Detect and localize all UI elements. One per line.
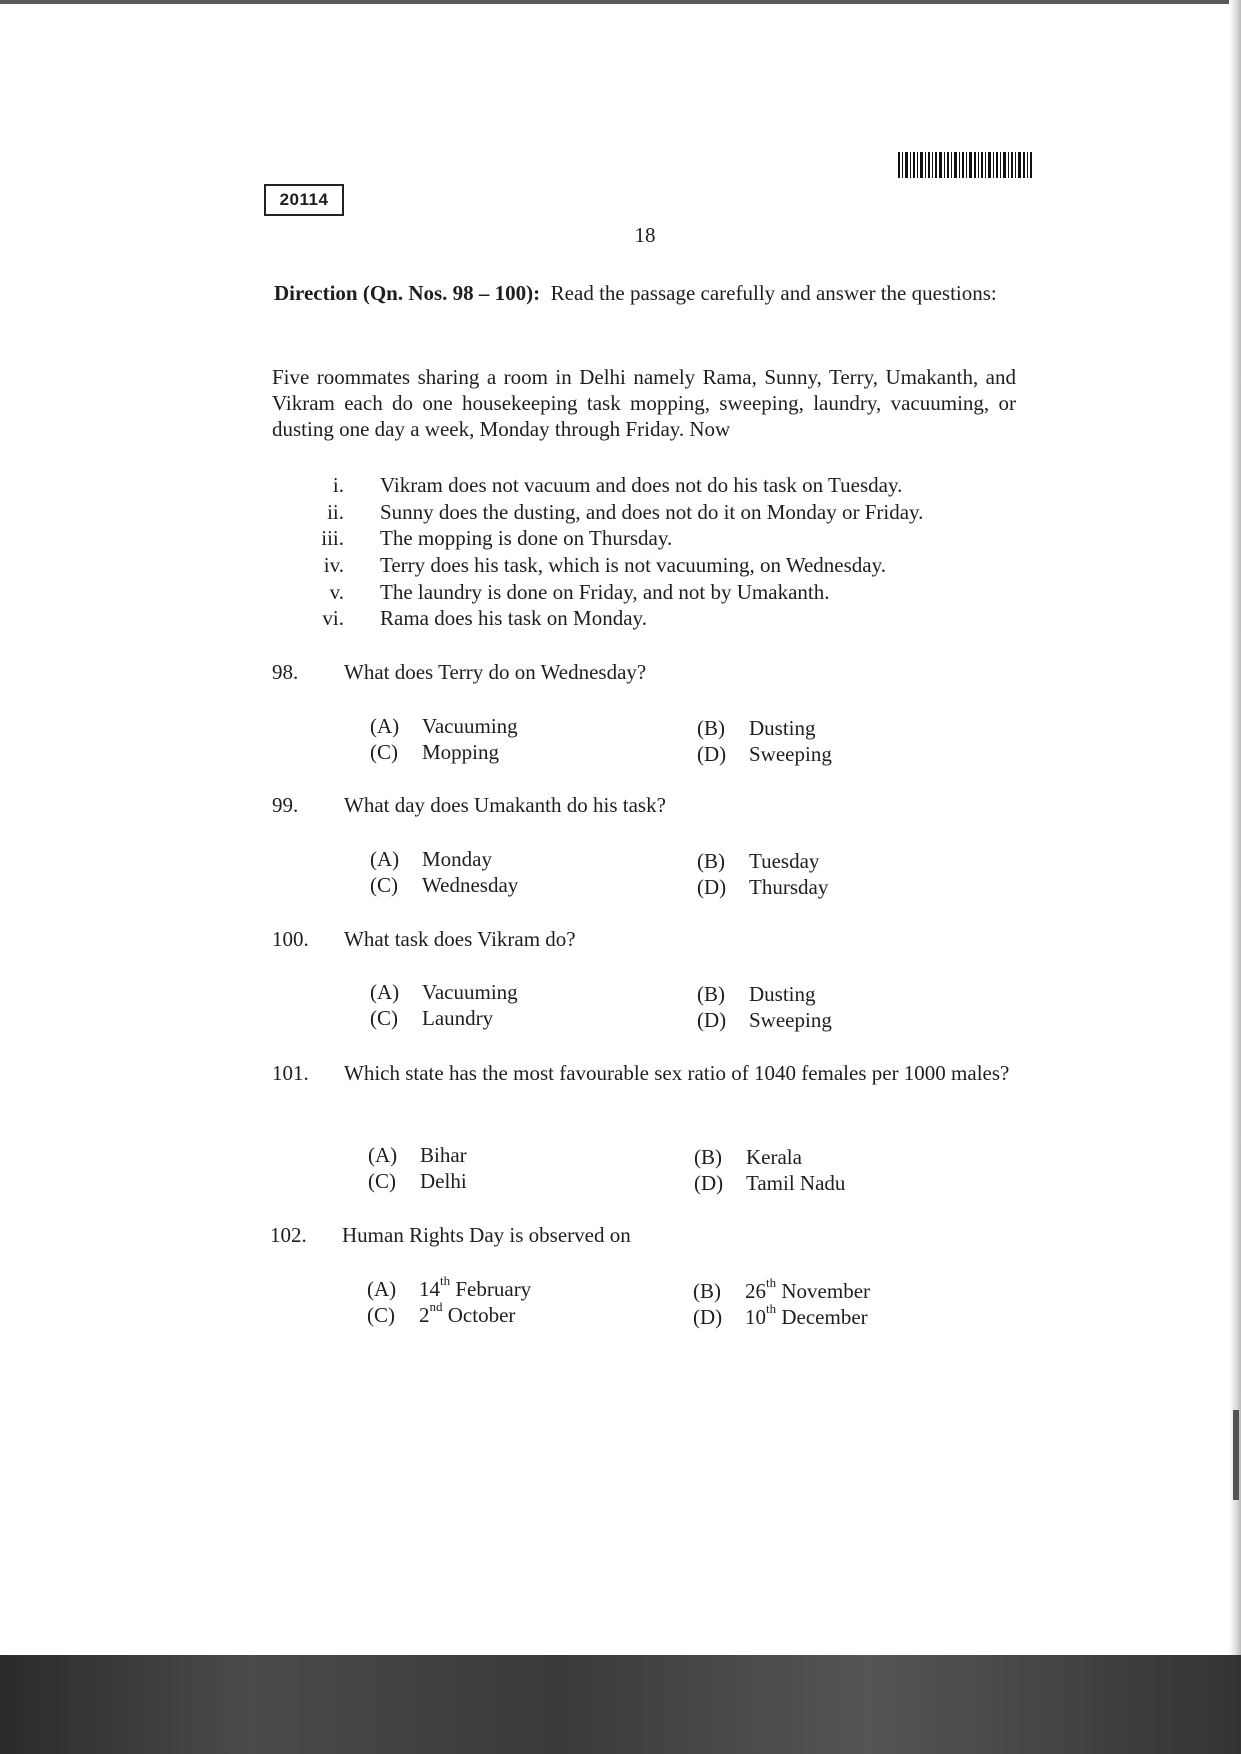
statement-number: ii. (327, 500, 344, 524)
option-text: Tamil Nadu (746, 1171, 846, 1195)
statement (300, 552, 1020, 578)
option-text: Monday (422, 847, 492, 871)
option-a[interactable]: (A) Vacuuming (370, 714, 518, 738)
statement-text: Vikram does not vacuum and does not do his task on Tuesday. (380, 473, 903, 497)
barcode-image (898, 152, 1032, 178)
option-c[interactable]: (C) Delhi (368, 1169, 467, 1193)
option-d[interactable]: (D) Tamil Nadu (694, 1171, 846, 1195)
option-month: November (781, 1279, 871, 1303)
option-text: Tuesday (749, 849, 820, 873)
option-text: Mopping (422, 740, 500, 764)
statement (300, 499, 1020, 525)
option-text: Wednesday (422, 873, 519, 897)
statement (300, 525, 1020, 551)
question-number: 98. (272, 660, 299, 684)
option-ordinal: th (440, 1273, 451, 1288)
option-a[interactable]: (A) Bihar (368, 1143, 467, 1167)
statement (300, 472, 1020, 498)
option-b[interactable]: (B) Kerala (694, 1145, 802, 1169)
option-b[interactable]: (B) 26th November (693, 1275, 871, 1303)
direction-text: Read the passage carefully and answer the questions: (550, 281, 997, 305)
paper-code-box: 20114 (264, 184, 344, 216)
option-text: Dusting (749, 982, 816, 1006)
statement-number: i. (332, 473, 344, 497)
option-b[interactable]: (B) Dusting (697, 716, 816, 740)
statement-number: v. (329, 580, 344, 604)
direction-instruction (274, 280, 1014, 306)
option-ordinal: th (766, 1301, 777, 1316)
option-d[interactable]: (D) Thursday (697, 875, 829, 899)
option-day: 26 (745, 1279, 766, 1303)
option-month: October (447, 1303, 516, 1327)
question-text: What does Terry do on Wednesday? (344, 660, 647, 684)
option-a[interactable]: (A) Monday (370, 847, 492, 871)
option-c[interactable]: (C) Wednesday (370, 873, 519, 897)
option-month: February (455, 1277, 532, 1301)
statement (300, 605, 1020, 631)
option-c[interactable]: (C) Mopping (370, 740, 500, 764)
statement-text: Terry does his task, which is not vacuuming, on Wednesday. (380, 553, 886, 577)
statement-text: Rama does his task on Monday. (380, 606, 647, 630)
option-text: Sweeping (749, 742, 832, 766)
page-number: 18 (634, 223, 656, 247)
question-text: What day does Umakanth do his task? (344, 793, 666, 817)
option-day: 2 (419, 1303, 430, 1327)
scan-edge-bottom (0, 1655, 1241, 1754)
question-number: 101. (272, 1061, 309, 1085)
option-a[interactable]: (A) 14th February (367, 1273, 532, 1301)
option-text: Vacuuming (422, 714, 518, 738)
option-d[interactable]: (D) 10th December (693, 1301, 868, 1329)
option-d[interactable]: (D) Sweeping (697, 742, 832, 766)
option-ordinal: nd (429, 1299, 443, 1314)
option-text: Bihar (420, 1143, 467, 1167)
option-b[interactable]: (B) Dusting (697, 982, 816, 1006)
option-day: 10 (745, 1305, 766, 1329)
statement-number: vi. (322, 606, 344, 630)
passage: Five roommates sharing a room in Delhi namely Rama, Sunny, Terry, Umakanth, and Vikram each do one housekeeping task mopping, sweeping, laundry, vacuuming, or dusting one day a week, Monday through Friday. Now (272, 365, 1016, 441)
question-number: 102. (270, 1223, 307, 1247)
question-text: Which state has the most favourable sex ratio of 1040 females per 1000 males? (344, 1061, 1010, 1085)
option-text: Kerala (746, 1145, 802, 1169)
option-text: Sweeping (749, 1008, 832, 1032)
question-text: Human Rights Day is observed on (342, 1223, 631, 1247)
statement-text: The mopping is done on Thursday. (380, 526, 673, 550)
option-text: Laundry (422, 1006, 494, 1030)
statement (300, 579, 1020, 605)
option-text: Dusting (749, 716, 816, 740)
option-text: Delhi (420, 1169, 467, 1193)
statement-number: iii. (321, 526, 344, 550)
question-number: 99. (272, 793, 299, 817)
option-b[interactable]: (B) Tuesday (697, 849, 820, 873)
option-c[interactable]: (C) 2nd October (367, 1299, 516, 1327)
option-d[interactable]: (D) Sweeping (697, 1008, 832, 1032)
option-c[interactable]: (C) Laundry (370, 1006, 494, 1030)
option-text: Thursday (749, 875, 829, 899)
option-month: December (781, 1305, 868, 1329)
statement-text: Sunny does the dusting, and does not do it on Monday or Friday. (380, 500, 924, 524)
direction-label: Direction (Qn. Nos. 98 – 100): (274, 281, 541, 305)
statement-text: The laundry is done on Friday, and not by Umakanth. (380, 580, 830, 604)
option-text: Vacuuming (422, 980, 518, 1004)
question-text: What task does Vikram do? (344, 927, 576, 951)
option-a[interactable]: (A) Vacuuming (370, 980, 518, 1004)
option-day: 14 (419, 1277, 440, 1301)
option-ordinal: th (766, 1275, 777, 1290)
question-number: 100. (272, 927, 309, 951)
statement-number: iv. (323, 553, 344, 577)
